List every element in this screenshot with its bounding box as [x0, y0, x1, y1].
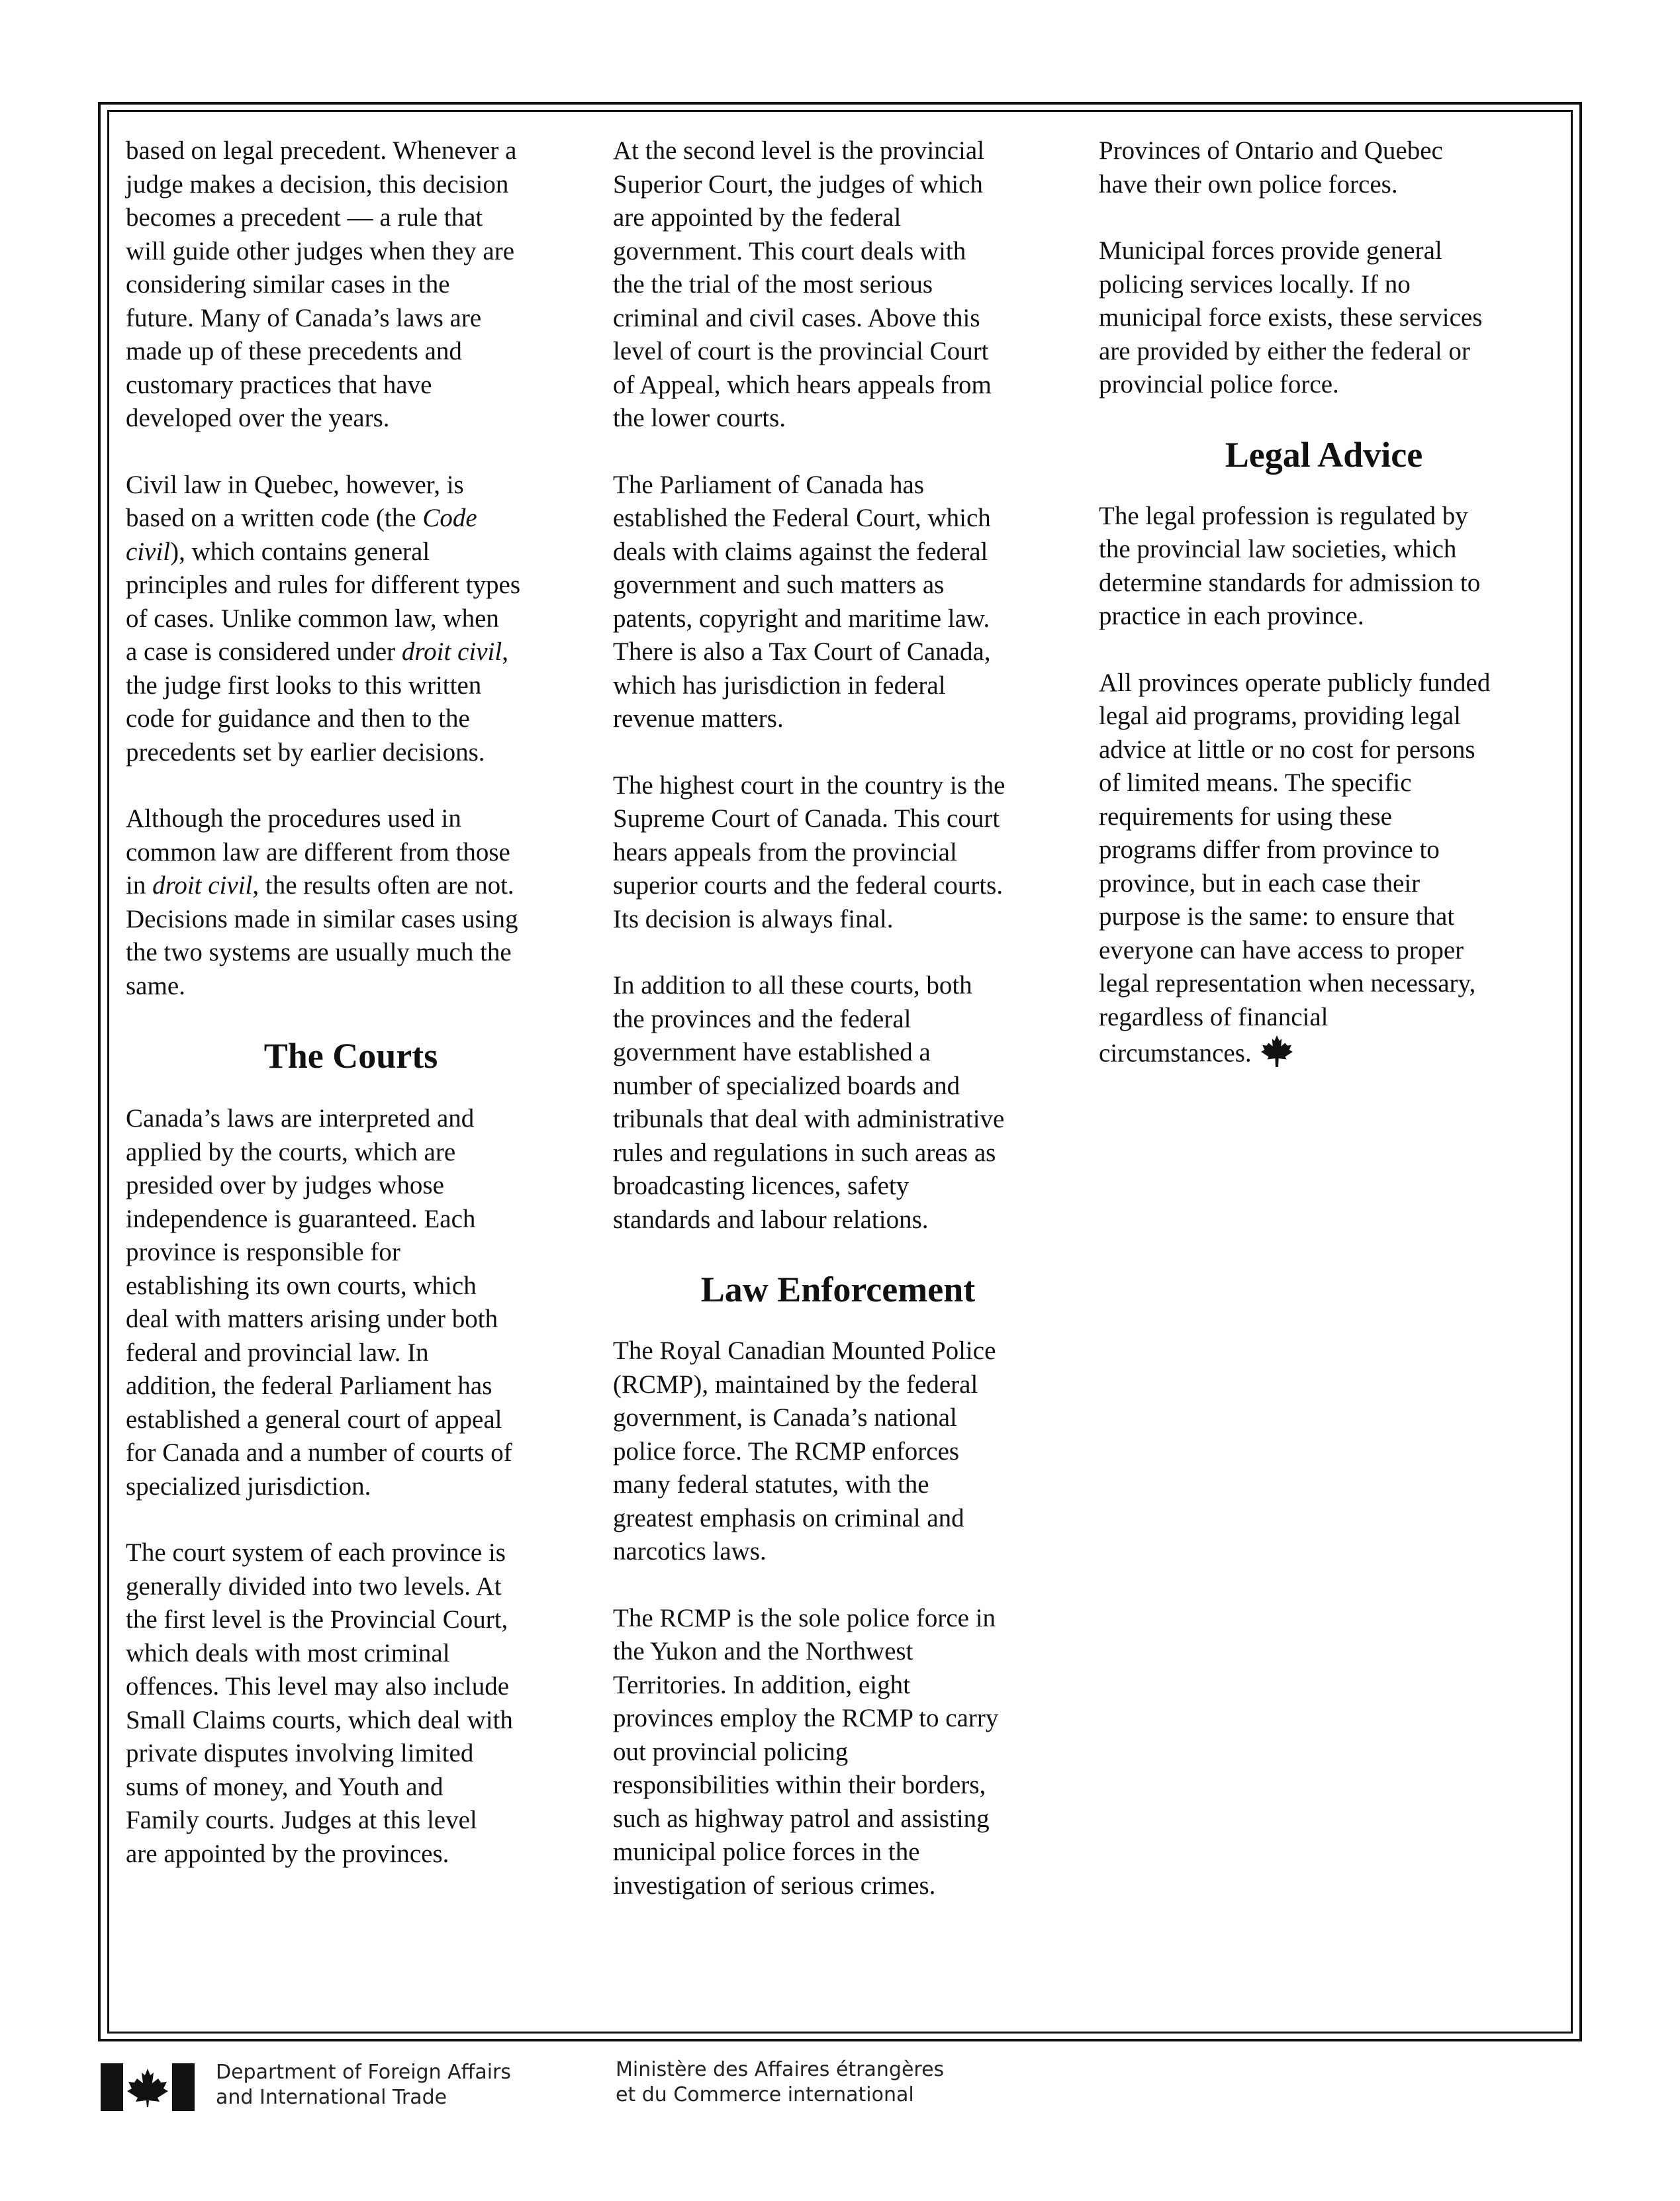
text-line: superior courts and the federal courts.: [613, 871, 1003, 900]
text-line: which has jurisdiction in federal: [613, 671, 946, 700]
text-line: All provinces operate publicly funded: [1099, 668, 1491, 697]
text-line: applied by the courts, which are: [126, 1137, 456, 1166]
text-line: of cases. Unlike common law, when: [126, 604, 499, 633]
text-line: Superior Court, the judges of which: [613, 169, 983, 199]
text-line: Civil law in Quebec, however, is: [126, 470, 464, 499]
text-line: broadcasting licences, safety: [613, 1172, 910, 1200]
text-line: many federal statutes, with the: [613, 1470, 929, 1499]
text-line: The court system of each province is: [126, 1538, 506, 1567]
text-line: and International Trade: [216, 2086, 447, 2109]
text-line: Municipal forces provide general: [1099, 236, 1442, 265]
text-line: such as highway patrol and assisting: [613, 1804, 990, 1833]
text-line: the Yukon and the Northwest: [613, 1637, 913, 1665]
text-line: regardless of financial: [1099, 1002, 1329, 1031]
paragraph-civil-law: [126, 469, 589, 770]
text-line: rules and regulations in such areas as: [613, 1138, 996, 1167]
text-line: the two systems are usually much the: [126, 938, 512, 966]
text-line: determine standards for admission to: [1099, 568, 1481, 597]
text-line: federal and provincial law. In: [126, 1338, 429, 1367]
text-line: Decisions made in similar cases using: [126, 904, 518, 933]
text-line: presided over by judges whose: [126, 1171, 444, 1199]
text-run: , the results often are not.: [252, 871, 514, 900]
text-line: criminal and civil cases. Above this: [613, 303, 980, 332]
text-line: for Canada and a number of courts of: [126, 1438, 512, 1467]
text-line: everyone can have access to proper: [1099, 935, 1464, 964]
text-line: legal representation when necessary,: [1099, 969, 1476, 998]
text-line: provincial police force.: [1099, 370, 1339, 398]
text-line: The highest court in the country is the: [613, 771, 1005, 800]
text-line: Family courts. Judges at this level: [126, 1806, 477, 1834]
text-line: which deals with most criminal: [126, 1638, 450, 1667]
text-line: programs differ from province to: [1099, 835, 1440, 864]
section-heading-law-enforcement: Law Enforcement: [700, 1270, 976, 1309]
maple-leaf-icon: [1260, 1034, 1294, 1078]
text-line: At the second level is the provincial: [613, 136, 985, 165]
text-line: considering similar cases in the: [126, 270, 450, 299]
text-line: advice at little or no cost for persons: [1099, 735, 1475, 764]
text-line: policing services locally. If no: [1099, 269, 1411, 299]
text-line: Small Claims courts, which deal with: [126, 1705, 513, 1734]
paragraph-legal-profession: [1099, 500, 1562, 633]
text-line: provinces employ the RCMP to carry: [613, 1704, 999, 1732]
text-line: police force. The RCMP enforces: [613, 1436, 960, 1466]
text-line: level of court is the provincial Court: [613, 337, 989, 365]
text-line: hears appeals from the provincial: [613, 837, 957, 866]
text-line: Ministère des Affaires étrangères: [616, 2058, 945, 2081]
text-column-1: [126, 134, 589, 1904]
text-line: The RCMP is the sole police force in: [613, 1603, 996, 1632]
text-line: [126, 635, 589, 669]
text-line: The legal profession is regulated by: [1099, 501, 1468, 530]
text-line: The Parliament of Canada has: [613, 470, 924, 499]
text-line: tribunals that deal with administrative: [613, 1105, 1005, 1133]
text-line: deal with matters arising under both: [126, 1305, 498, 1333]
paragraph-superior-court: [613, 134, 1076, 436]
text-line: made up of these precedents and: [126, 337, 462, 365]
text-line: narcotics laws.: [613, 1537, 767, 1566]
text-line: [126, 869, 589, 903]
text-line: sums of money, and Youth and: [126, 1772, 443, 1801]
text-line: et du Commerce international: [616, 2083, 914, 2106]
text-line: out provincial policing: [613, 1737, 849, 1766]
text-line: specialized jurisdiction.: [126, 1472, 371, 1501]
text-line: establishing its own courts, which: [126, 1271, 477, 1300]
text-line: [1099, 1034, 1562, 1078]
text-line: province is responsible for: [126, 1238, 400, 1266]
text-line: investigation of serious crimes.: [613, 1871, 936, 1900]
text-run: in: [126, 871, 153, 900]
text-line: the lower courts.: [613, 404, 786, 432]
text-line: have their own police forces.: [1099, 169, 1398, 199]
text-line: Department of Foreign Affairs: [216, 2061, 512, 2084]
text-line: Provinces of Ontario and Quebec: [1099, 136, 1443, 165]
text-line: the the trial of the most serious: [613, 270, 933, 299]
text-run: ), which contains general: [170, 537, 430, 566]
paragraph-court-system: [126, 1536, 589, 1871]
text-line: requirements for using these: [1099, 802, 1392, 831]
text-line: government, is Canada’s national: [613, 1403, 957, 1432]
text-line: established the Federal Court, which: [613, 504, 991, 532]
text-line: Canada’s laws are interpreted and: [126, 1104, 475, 1133]
text-line: common law are different from those: [126, 837, 510, 866]
paragraph-federal-court: [613, 469, 1076, 736]
text-run: circumstances.: [1099, 1039, 1252, 1068]
department-name-english: [216, 2060, 511, 2110]
text-line: municipal police forces in the: [613, 1838, 920, 1866]
text-line: Its decision is always final.: [613, 904, 894, 933]
text-column-3: [1099, 134, 1562, 1111]
text-line: responsibilities within their borders,: [613, 1771, 986, 1799]
text-line: (RCMP), maintained by the federal: [613, 1370, 978, 1399]
text-line: customary practices that have: [126, 370, 432, 399]
text-line: purpose is the same: to ensure that: [1099, 902, 1455, 931]
text-line: Although the procedures used in: [126, 804, 461, 833]
department-name-french: [616, 2057, 944, 2108]
section-heading-legal-advice: Legal Advice: [1225, 434, 1423, 475]
text-line: same.: [126, 971, 185, 1000]
text-run: based on a written code (the: [126, 504, 423, 532]
text-line: In addition to all these courts, both: [613, 971, 972, 1000]
text-line: government have established a: [613, 1038, 931, 1066]
text-line: Supreme Court of Canada. This court: [613, 804, 1000, 833]
paragraph-supreme-court: [613, 769, 1076, 937]
text-line: Territories. In addition, eight: [613, 1670, 910, 1699]
italic-term: Code: [422, 504, 477, 532]
paragraph-courts-intro: [126, 1102, 589, 1503]
text-line: the provinces and the federal: [613, 1004, 911, 1033]
text-line: becomes a precedent — a rule that: [126, 203, 483, 232]
text-line: standards and labour relations.: [613, 1205, 929, 1234]
italic-term: civil: [126, 537, 171, 566]
paragraph-specialized-boards: [613, 969, 1076, 1237]
text-line: principles and rules for different types: [126, 571, 521, 599]
section-heading-courts: The Courts: [263, 1036, 438, 1076]
text-line: government and such matters as: [613, 571, 945, 599]
paragraph-legal-aid: [1099, 667, 1562, 1078]
text-line: code for guidance and then to the: [126, 704, 470, 733]
text-line: municipal force exists, these services: [1099, 303, 1483, 332]
text-line: independence is guaranteed. Each: [126, 1204, 476, 1233]
paragraph-rcmp-provinces: [613, 1602, 1076, 1903]
text-line: precedents set by earlier decisions.: [126, 737, 485, 767]
text-line: generally divided into two levels. At: [126, 1571, 502, 1601]
text-line: the first level is the Provincial Court,: [126, 1605, 508, 1634]
text-line: established a general court of appeal: [126, 1405, 502, 1434]
text-line: developed over the years.: [126, 404, 390, 432]
paragraph-provincial-police: [1099, 134, 1562, 201]
text-line: [126, 502, 589, 536]
text-line: province, but in each case their: [1099, 868, 1421, 898]
text-line: are appointed by the federal: [613, 203, 902, 232]
text-line: [126, 536, 589, 569]
text-line: are appointed by the provinces.: [126, 1839, 449, 1868]
text-line: offences. This level may also include: [126, 1672, 510, 1701]
text-line: future. Many of Canada’s laws are: [126, 303, 482, 332]
paragraph-municipal-forces: [1099, 234, 1562, 402]
text-line: of limited means. The specific: [1099, 769, 1412, 797]
text-line: private disputes involving limited: [126, 1739, 474, 1767]
italic-term: droit civil: [401, 637, 502, 666]
text-line: The Royal Canadian Mounted Police: [613, 1336, 996, 1365]
text-line: practice in each province.: [1099, 602, 1364, 630]
text-line: judge makes a decision, this decision: [126, 169, 509, 199]
paragraph-rcmp: [613, 1335, 1076, 1569]
text-line: legal aid programs, providing legal: [1099, 702, 1461, 730]
text-line: revenue matters.: [613, 704, 784, 733]
text-line: number of specialized boards and: [613, 1071, 960, 1100]
text-line: based on legal precedent. Whenever a: [126, 136, 517, 165]
text-line: the judge first looks to this written: [126, 671, 482, 700]
text-run: ,: [502, 637, 508, 666]
paragraph-procedures: [126, 802, 589, 1003]
text-line: of Appeal, which hears appeals from: [613, 370, 992, 399]
text-line: There is also a Tax Court of Canada,: [613, 637, 991, 666]
paragraph-precedent: [126, 134, 589, 436]
text-line: patents, copyright and maritime law.: [613, 604, 990, 633]
text-line: greatest emphasis on criminal and: [613, 1503, 964, 1532]
text-line: the provincial law societies, which: [1099, 535, 1457, 563]
page-footer: [0, 2052, 1680, 2131]
text-line: government. This court deals with: [613, 236, 966, 265]
text-line: deals with claims against the federal: [613, 537, 988, 566]
text-line: addition, the federal Parliament has: [126, 1372, 492, 1400]
italic-term: droit civil: [152, 871, 253, 900]
text-column-2: [613, 134, 1076, 1936]
text-run: a case is considered under: [126, 637, 402, 666]
text-line: will guide other judges when they are: [126, 236, 514, 265]
text-line: are provided by either the federal or: [1099, 336, 1470, 365]
canada-flag-icon: [101, 2063, 195, 2111]
